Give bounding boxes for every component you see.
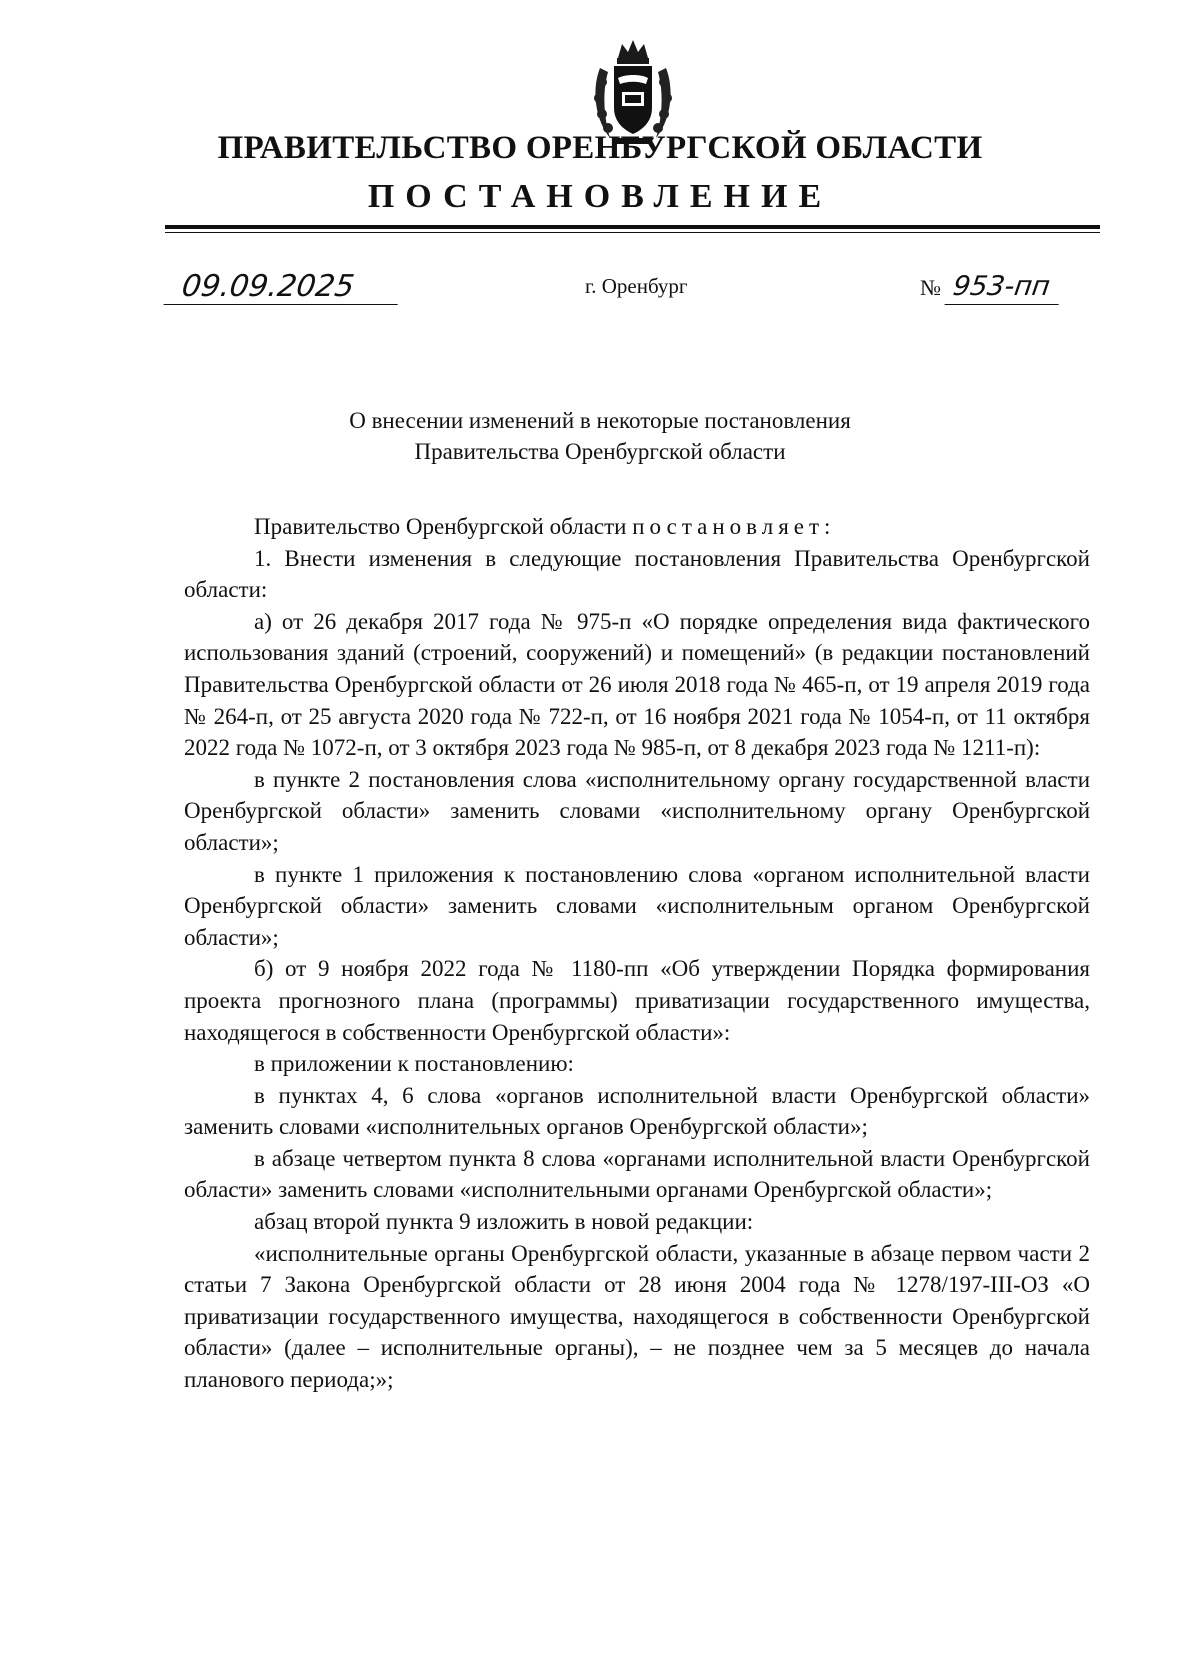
intro-lead: Правительство Оренбургской области [254, 514, 633, 539]
body-paragraph: 1. Внести изменения в следующие постановления Правительства Оренбургской области: [184, 545, 1090, 603]
body-paragraph: в пункте 2 постановления слова «исполнительному органу государственной власти Оренбургской области» заменить словами «исполнительному органу Оренбургской области»; [184, 766, 1090, 855]
number-value: 953-пп [944, 270, 1063, 305]
body-paragraph: абзац второй пункта 9 изложить в новой редакции: [254, 1209, 754, 1235]
body-paragraph: в приложении к постановлению: [254, 1051, 574, 1077]
header-divider-thick [165, 225, 1100, 229]
body-paragraph: «исполнительные органы Оренбургской области, указанные в абзаце первом части 2 статьи 7 Закона Оренбургской области от 28 июня 2004 года № 1278/197-III-ОЗ «О приватизации государственного имущества, находящегося в собственности Оренбургской области» (далее – исполнительные органы), – не позднее чем за 5 месяцев до начала планового периода;»; [184, 1240, 1090, 1393]
document-date: 09.09.2025 [164, 270, 403, 305]
document-subject [0, 405, 1200, 467]
body-intro [184, 511, 1090, 543]
body-paragraph: в пунктах 4, 6 слова «органов исполнительной власти Оренбургской области» заменить словами «исполнительных органов Оренбургской области»; [184, 1082, 1090, 1140]
document-number [920, 270, 1061, 305]
body-paragraph: а) от 26 декабря 2017 года № 975-п «О порядке определения вида фактического использования зданий (строений, сооружений) и помещений» (в редакции постановлений Правительства Оренбургской области от 26 июля 2018 года № 465-п, от 19 апреля 2019 года № 264-п, от 25 августа 2020 года № 722-п, от 16 ноября 2021 года № 1054-п, от 11 октября 2022 года № 1072-п, от 3 октября 2023 года № 985-п, от 8 декабря 2023 года № 1211-п): [184, 608, 1090, 761]
body-paragraph: в абзаце четвертом пункта 8 слова «органами исполнительной власти Оренбургской области» заменить словами «исполнительными органами Оренбургской области»; [184, 1145, 1090, 1203]
document-body [184, 511, 1090, 1396]
document-type: ПОСТАНОВЛЕНИЕ [367, 178, 833, 215]
body-paragraph: б) от 9 ноября 2022 года № 1180-пп «Об утверждении Порядка формирования проекта прогнозного плана (программы) приватизации государственного имущества, находящегося в собственности Оренбургской области»: [184, 956, 1090, 1045]
subject-line: Правительства Оренбургской области [414, 439, 786, 464]
organization-title: ПРАВИТЕЛЬСТВО ОРЕНБУРГСКОЙ ОБЛАСТИ [217, 130, 983, 166]
header-divider-thin [165, 232, 1100, 233]
number-sign: № [920, 275, 941, 300]
intro-verb: постановляет: [632, 514, 836, 539]
body-paragraph: в пункте 1 приложения к постановлению слова «органом исполнительной власти Оренбургской области» заменить словами «исполнительным органом Оренбургской области»; [184, 861, 1090, 950]
document-city: г. Оренбург [585, 274, 688, 298]
subject-line: О внесении изменений в некоторые постановления [349, 408, 851, 433]
